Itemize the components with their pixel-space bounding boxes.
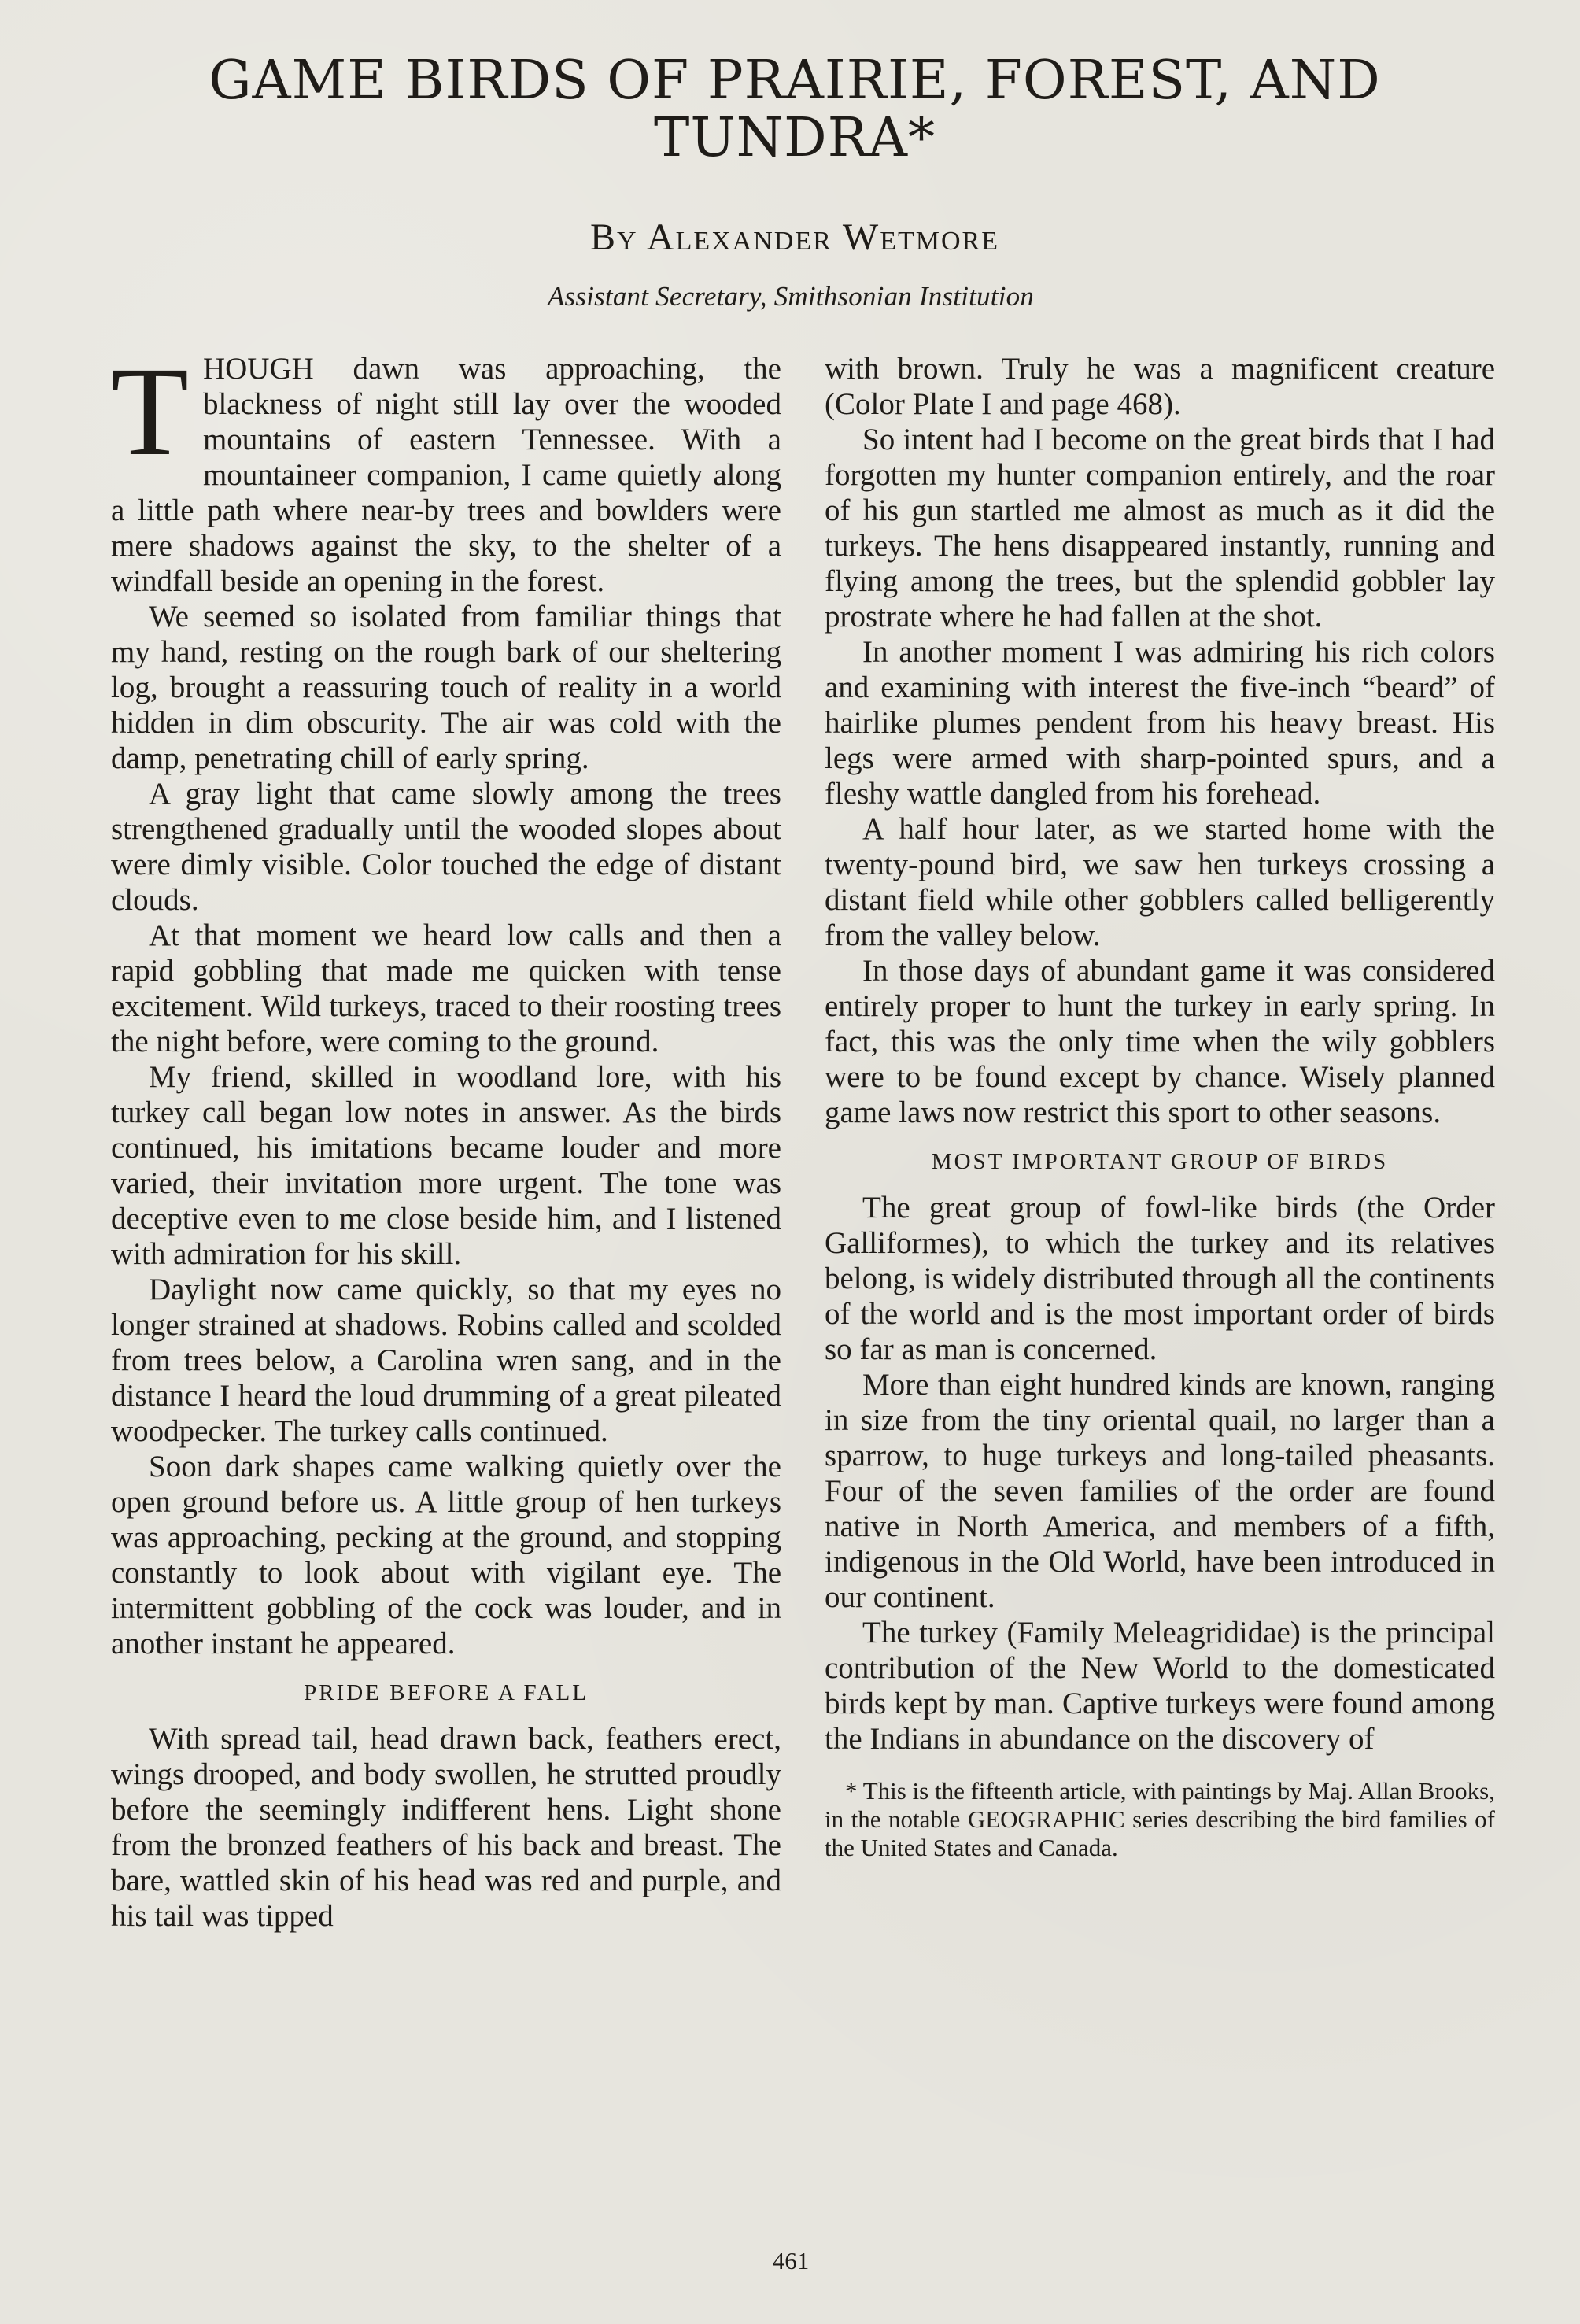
left-paragraph-4: At that moment we heard low calls and then a rapid gobbling that made me quicken with tense excitement. Wild turkeys, traced to their roosting trees the night before, were coming to the ground. <box>111 918 781 1059</box>
left-text-column <box>111 342 781 1934</box>
left-paragraph-3: A gray light that came slowly among the trees strengthened gradually until the wooded slopes about were dimly visible. Color touched the edge of distant clouds. <box>111 777 781 917</box>
right-paragraph-8: The turkey (Family Meleagrididae) is the principal contribution of the New World to the domesticated birds kept by man. Captive turkeys were found among the Indians in abundance on the discovery of <box>825 1616 1495 1756</box>
right-section-heading: MOST IMPORTANT GROUP OF BIRDS <box>931 1149 1389 1174</box>
page-number: 461 <box>772 2247 810 2274</box>
right-paragraph-1: with brown. Truly he was a magnificent creature (Color Plate I and page 468). <box>825 352 1495 421</box>
right-paragraph-4: A half hour later, as we started home with the twenty-pound bird, we saw hen turkeys crossing a distant field while other gobblers called belligerently from the valley below. <box>825 812 1495 952</box>
right-paragraph-7: More than eight hundred kinds are known, ranging in size from the tiny oriental quail, no larger than a sparrow, to huge turkeys and long-tailed pheasants. Four of the seven families of the order are found native in North America, and members of a fifth, indigenous in the Old World, have been introduced in our continent. <box>825 1368 1495 1614</box>
right-paragraph-3: In another moment I was admiring his rich colors and examining with interest the five-inch “beard” of hairlike plumes pendent from his heavy breast. His legs were armed with sharp-pointed spurs, and a fleshy wattle dangled from his forehead. <box>825 635 1495 811</box>
left-paragraph-5: My friend, skilled in woodland lore, with his turkey call began low notes in answer. As the birds continued, his imitations became louder and more varied, their invitation more urgent. The tone was deceptive even to me close beside him, and I listened with admiration for his skill. <box>111 1060 781 1271</box>
left-section-heading: PRIDE BEFORE A FALL <box>304 1680 589 1705</box>
author-affiliation: Assistant Secretary, Smithsonian Institution <box>547 281 1035 312</box>
article-byline: By Alexander Wetmore <box>590 216 999 258</box>
right-paragraph-2: So intent had I become on the great birds that I had forgotten my hunter companion entirely, and the roar of his gun startled me almost as much as it did the turkeys. The hens disappeared instantly, running and flying among the trees, but the splendid gobbler lay prostrate where he had fallen at the shot. <box>825 423 1495 634</box>
left-paragraph-1: THOUGH dawn was approaching, the blackness of night still lay over the wooded mountains of eastern Tennessee. With a mountaineer companion, I came quietly along a little path where near-by trees and bowlders were mere shadows against the sky, to the shelter of a windfall beside an opening in the forest. <box>111 342 781 598</box>
left-paragraph-7: Soon dark shapes came walking quietly over the open ground before us. A little group of hen turkeys was approaching, pecking at the ground, and stopping constantly to look about with vigilant eye. The intermittent gobbling of the cock was louder, and in another instant he appeared. <box>111 1450 781 1661</box>
article-title: GAME BIRDS OF PRAIRIE, FOREST, AND TUNDRA* <box>209 50 1381 170</box>
left-paragraph-8: With spread tail, head drawn back, feathers erect, wings drooped, and body swollen, he strutted proudly before the seemingly indifferent hens. Light shone from the bronzed feathers of his back and breast. The bare, wattled skin of his head was red and purple, and his tail was tipped <box>111 1722 781 1933</box>
left-paragraph-2: We seemed so isolated from familiar things that my hand, resting on the rough bark of our sheltering log, brought a reassuring touch of reality in a world hidden in dim obscurity. The air was cold with the damp, penetrating chill of early spring. <box>111 600 781 775</box>
right-paragraph-6: The great group of fowl-like birds (the Order Galliformes), to which the turkey and its relatives belong, is widely distributed through all the continents of the world and is the most important order of birds so far as man is concerned. <box>825 1191 1495 1366</box>
right-text-column <box>825 351 1495 1862</box>
article-footnote: * This is the fifteenth article, with paintings by Maj. Allan Brooks, in the notable GEOGRAPHIC series describing the bird families of the United States and Canada. <box>825 1777 1495 1861</box>
left-paragraph-6: Daylight now came quickly, so that my eyes no longer strained at shadows. Robins called and scolded from trees below, a Carolina wren sang, and in the distance I heard the loud drumming of a great pileated woodpecker. The turkey calls continued. <box>111 1273 781 1448</box>
right-paragraph-5: In those days of abundant game it was considered entirely proper to hunt the turkey in early spring. In fact, this was the only time when the wily gobblers were to be found except by chance. Wisely planned game laws now restrict this sport to other seasons. <box>825 954 1495 1129</box>
